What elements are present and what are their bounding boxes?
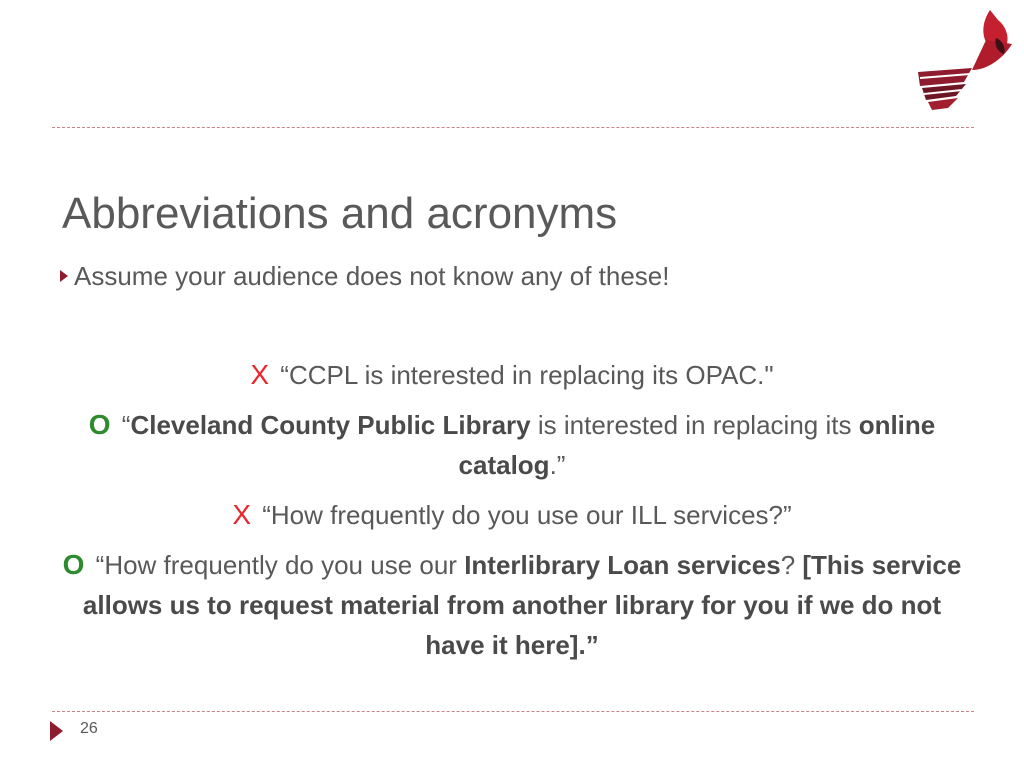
example-text-bold: [This service allows us to request material from another library for you if we do not have it here].” [82,550,962,660]
example-text: ? [780,550,803,580]
bullet-text: Assume your audience does not know any of these! [74,261,670,291]
example-text: .” [549,450,566,480]
example-item [60,545,964,665]
example-item [60,495,964,535]
example-text-bold: Interlibrary Loan services [464,550,781,580]
good-example-mark: O [62,549,85,580]
example-text: “ [121,410,131,440]
example-text: “How frequently do you use our [95,550,465,580]
example-text: is interested in replacing its [530,410,859,440]
bottom-divider [52,711,974,712]
bad-example-mark: X [232,499,252,530]
footer-triangle-icon [50,721,63,741]
bullet-point [60,258,669,294]
bad-example-mark: X [250,359,270,390]
example-item [60,405,964,485]
slide-title: Abbreviations and acronyms [62,189,618,238]
bullet-triangle-icon [60,270,68,282]
good-example-mark: O [88,409,111,440]
page-number: 26 [80,720,98,737]
example-text-bold: Cleveland County Public Library [130,410,531,440]
cardinal-logo [912,8,1016,112]
examples-list [60,355,964,675]
example-text: “How frequently do you use our ILL services?” [262,500,792,530]
example-text: “CCPL is interested in replacing its OPAC." [280,360,774,390]
example-item [60,355,964,395]
example-text-bold: online catalog [458,410,936,480]
top-divider [52,127,974,128]
